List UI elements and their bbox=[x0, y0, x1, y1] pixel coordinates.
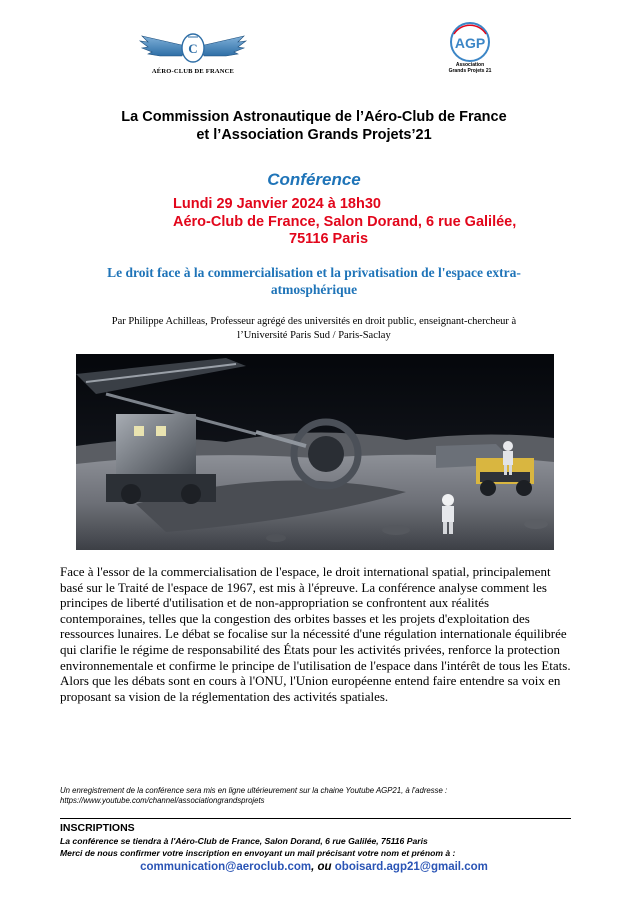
speaker-line2: l’Université Paris Sud / Paris-Saclay bbox=[237, 330, 391, 341]
svg-text:C: C bbox=[188, 41, 198, 56]
agp-caption-line2: Grands Projets 21 bbox=[448, 68, 492, 74]
abstract-paragraph: Face à l'essor de la commercialisation de l'espace, le droit international spatial, principalement basé sur le Traité de l'espace de 1967, est mis à l'épreuve. La conférence analyse comment les principes de liberté d'utilisation et de non-appropriation se confrontent aux réalités contemporaines, telles que la congestion des orbites basses et les projets d'exploitation des ressources lunaires. Le débat se focalise sur la nécessité d'une régulation internationale équilibrée qui clarifie le régime de responsabilité des États pour les activités privées, renforce la protection environnementale et confirme le principe de l'utilisation de l'espace dans l'intérêt de tous les Etats. Alors que les débats sont en cours à l'ONU, l'Union européenne entend faire entendre sa voix en proposant sa vision de la réglementation des activités spatiales. bbox=[60, 564, 571, 704]
event-city: 75116 Paris bbox=[289, 231, 369, 247]
talk-title-line1: Le droit face à la commercialisation et la privatisation de l'espace extra- bbox=[107, 265, 521, 280]
inscriptions-title: INSCRIPTIONS bbox=[60, 822, 135, 834]
organizer-line2: et l’Association Grands Projets’21 bbox=[196, 127, 432, 143]
inscriptions-instructions: Merci de nous confirmer votre inscription en envoyant un mail précisant votre nom et prénom à : bbox=[60, 848, 456, 858]
event-place: Aéro-Club de France, Salon Dorand, 6 rue Galilée, bbox=[173, 213, 517, 230]
aeroclub-logo-caption: AÉRO-CLUB DE FRANCE bbox=[151, 68, 235, 75]
recording-note bbox=[60, 786, 571, 806]
youtube-link[interactable]: https://www.youtube.com/channel/associationgrandsprojets bbox=[60, 796, 265, 805]
recording-note-text: Un enregistrement de la conférence sera mis en ligne ultérieurement sur la chaine Youtube AGP21, à l'adresse : bbox=[60, 786, 448, 795]
agp-logo bbox=[446, 20, 494, 68]
contact-emails bbox=[0, 860, 628, 874]
organizer-title bbox=[60, 108, 568, 144]
speaker-line1: Par Philippe Achilleas, Professeur agrégé des universités en droit public, enseignant-chercheur à bbox=[111, 316, 517, 327]
email-separator: , ou bbox=[311, 861, 332, 873]
agp-logo-caption bbox=[436, 62, 504, 74]
event-details bbox=[60, 196, 600, 249]
inscriptions-venue: La conférence se tiendra à l'Aéro-Club de France, Salon Dorand, 6 rue Galilée, 75116 Paris bbox=[60, 836, 428, 846]
speaker-info bbox=[60, 315, 568, 343]
talk-title bbox=[60, 264, 568, 298]
lunar-mining-image bbox=[76, 354, 554, 550]
agp-caption-line1: Association bbox=[455, 62, 485, 68]
email-link-agp21[interactable]: oboisard.agp21@gmail.com bbox=[334, 861, 488, 873]
section-divider bbox=[60, 818, 571, 819]
conference-label: Conférence bbox=[267, 170, 361, 189]
organizer-line1: La Commission Astronautique de l’Aéro-Club de France bbox=[121, 109, 507, 125]
event-date: Lundi 29 Janvier 2024 à 18h30 bbox=[173, 196, 381, 212]
talk-title-line2: atmosphérique bbox=[270, 282, 358, 297]
email-link-aeroclub[interactable]: communication@aeroclub.com bbox=[140, 861, 312, 873]
agp-logo-text: AGP bbox=[454, 35, 486, 51]
